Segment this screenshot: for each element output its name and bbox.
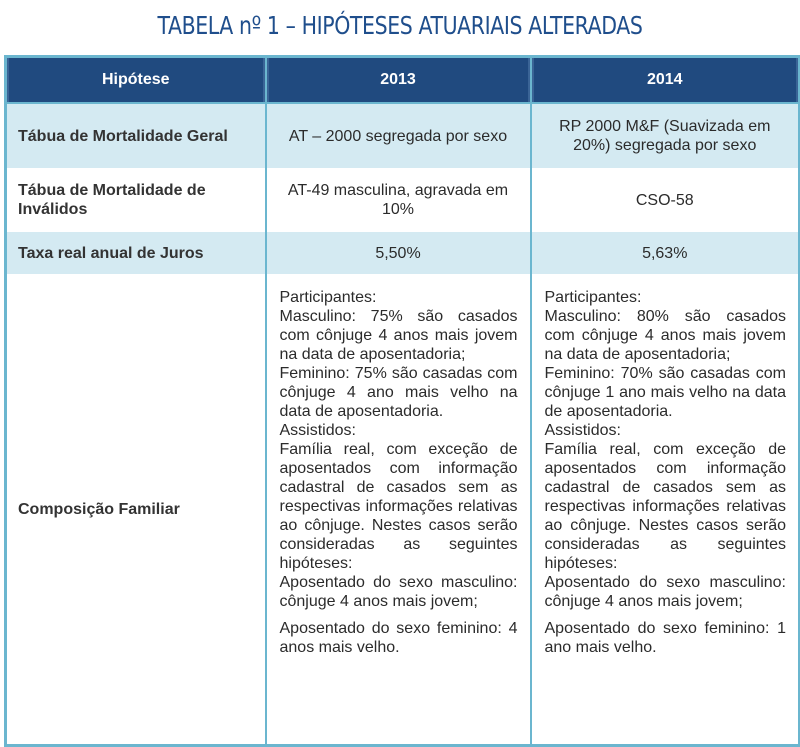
table-row: [6, 103, 800, 168]
table-header-row: [6, 57, 800, 104]
assistidos-title: Assistidos:: [279, 422, 356, 439]
participantes-title: Participantes:: [279, 289, 377, 306]
actuarial-hypotheses-table: [4, 55, 800, 747]
aposentado-feminino: Aposentado do sexo feminino: 1 ano mais velho.: [544, 620, 786, 656]
spacer: [545, 611, 787, 619]
header-hipotese: Hipótese: [6, 57, 266, 104]
table-title: TABELA nº 1 – HIPÓTESES ATUARIAIS ALTERADAS: [157, 11, 643, 40]
row-label: Taxa real anual de Juros: [6, 232, 266, 274]
header-2013: 2013: [266, 57, 531, 104]
cell-2014: [531, 274, 800, 746]
aposentado-masculino: Aposentado do sexo masculino: cônjuge 4 anos mais jovem;: [279, 574, 518, 610]
participantes-title: Participantes:: [544, 289, 642, 306]
assistidos-title: Assistidos:: [544, 422, 621, 439]
table-row: [6, 168, 800, 232]
spacer: [280, 611, 518, 619]
aposentado-feminino: Aposentado do sexo feminino: 4 anos mais velho.: [279, 620, 518, 656]
cell-2014: RP 2000 M&F (Suavizada em 20%) segregada por sexo: [531, 103, 800, 168]
cell-2013: AT-49 masculina, agravada em 10%: [266, 168, 531, 232]
row-label: Composição Familiar: [6, 274, 266, 746]
row-label: Tábua de Mortalidade de Inválidos: [6, 168, 266, 232]
participantes-feminino: Feminino: 75% são casadas com cônjuge 4 ano mais velho na data de aposentadoria.: [279, 365, 518, 420]
cell-2014: 5,63%: [531, 232, 800, 274]
participantes-masculino: Masculino: 80% são casados com cônjuge 4 anos mais jovem na data de aposentadoria;: [544, 308, 786, 363]
aposentado-masculino: Aposentado do sexo masculino: cônjuge 4 anos mais jovem;: [544, 574, 786, 610]
participantes-feminino: Feminino: 70% são casadas com cônjuge 1 ano mais velho na data de aposentadoria.: [544, 365, 786, 420]
familia-real-text: Família real, com exceção de aposentados com informação cadastral de casados sem as respectivas informações relativas ao cônjuge. Nestes casos serão consideradas as seguintes hipóteses:: [279, 441, 518, 572]
participantes-masculino: Masculino: 75% são casados com cônjuge 4 anos mais jovem na data de aposentadoria;: [279, 308, 518, 363]
table-row: [6, 232, 800, 274]
table-row: [6, 274, 800, 746]
cell-2013: AT – 2000 segregada por sexo: [266, 103, 531, 168]
row-label: Tábua de Mortalidade Geral: [6, 103, 266, 168]
cell-2014: CSO-58: [531, 168, 800, 232]
cell-2013: [266, 274, 531, 746]
header-2014: 2014: [531, 57, 800, 104]
familia-real-text: Família real, com exceção de aposentados com informação cadastral de casados sem as respectivas informações relativas ao cônjuge. Nestes casos serão consideradas as seguintes hipóteses:: [544, 441, 786, 572]
cell-2013: 5,50%: [266, 232, 531, 274]
